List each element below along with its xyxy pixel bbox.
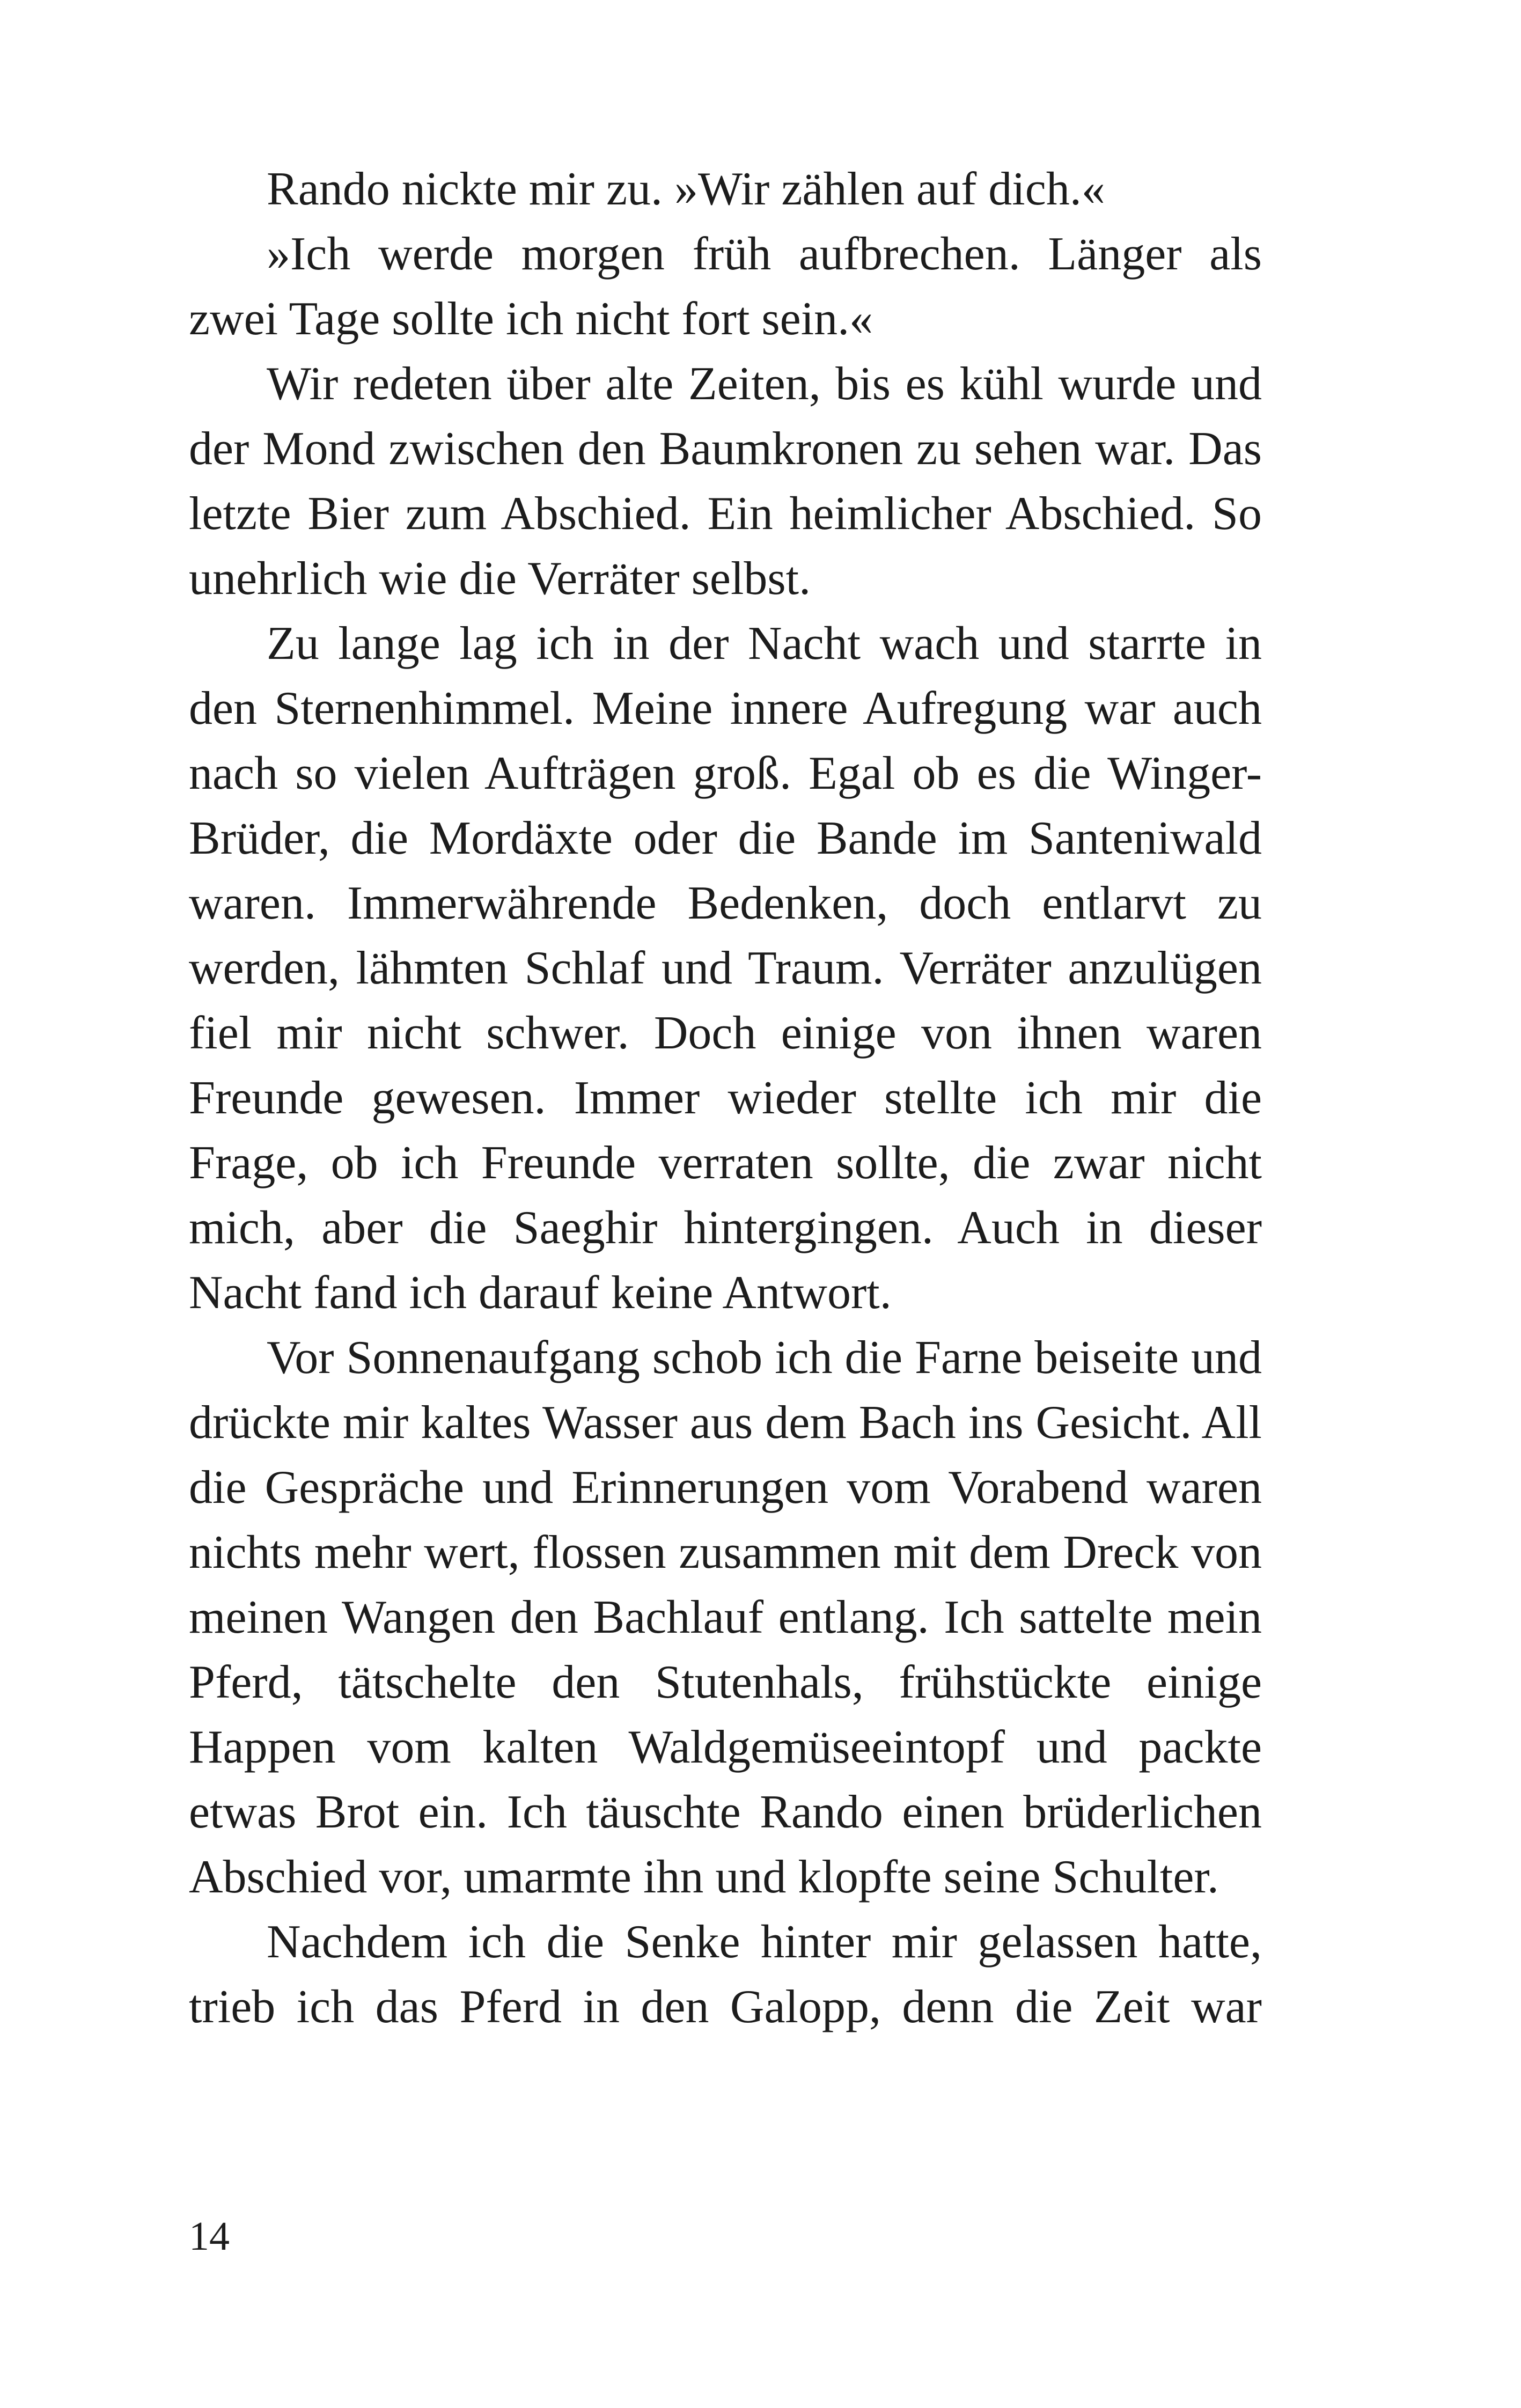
paragraph-4: Zu lange lag ich in der Nacht wach und starrte in den Sternenhimmel. Meine innere Aufregung war auch nach so vielen Aufträgen groß. Egal ob es die Winger-Brüder, die Mordäxte oder die Bande im Santeniwald waren. Immerwährende Bedenken, doch entlarvt zu werden, lähmten Schlaf und Traum. Verräter anzulügen fiel mir nicht schwer. Doch einige von ihnen waren Freunde gewesen. Immer wieder stellte ich mir die Frage, ob ich Freunde verraten sollte, die zwar nicht mich, aber die Saeghir hintergingen. Auch in dieser Nacht fand ich darauf keine Antwort. <box>189 618 1262 1319</box>
paragraph-1: Rando nickte mir zu. »Wir zählen auf dich.« <box>267 163 1105 215</box>
page-number: 14 <box>189 2214 230 2259</box>
body-text <box>189 157 1262 2039</box>
paragraph-3: Wir redeten über alte Zeiten, bis es kühl wurde und der Mond zwischen den Baumkronen zu sehen war. Das letzte Bier zum Abschied. Ein heimlicher Abschied. So unehrlich wie die Verräter selbst. <box>189 358 1262 605</box>
paragraph-6: Nachdem ich die Senke hinter mir gelassen hatte, trieb ich das Pferd in den Galopp, denn die Zeit war <box>189 1916 1262 2033</box>
paragraph-2: »Ich werde morgen früh aufbrechen. Länger als zwei Tage sollte ich nicht fort sein.« <box>189 228 1262 345</box>
paragraph-5: Vor Sonnenaufgang schob ich die Farne beiseite und drückte mir kaltes Wasser aus dem Bach ins Gesicht. All die Gespräche und Erinnerungen vom Vorabend waren nichts mehr wert, flossen zusammen mit dem Dreck von meinen Wangen den Bachlauf entlang. Ich sattelte mein Pferd, tätschelte den Stutenhals, frühstückte einige Happen vom kalten Waldgemüseeintopf und packte etwas Brot ein. Ich täuschte Rando einen brüderlichen Abschied vor, umarmte ihn und klopfte seine Schulter. <box>189 1332 1262 1903</box>
